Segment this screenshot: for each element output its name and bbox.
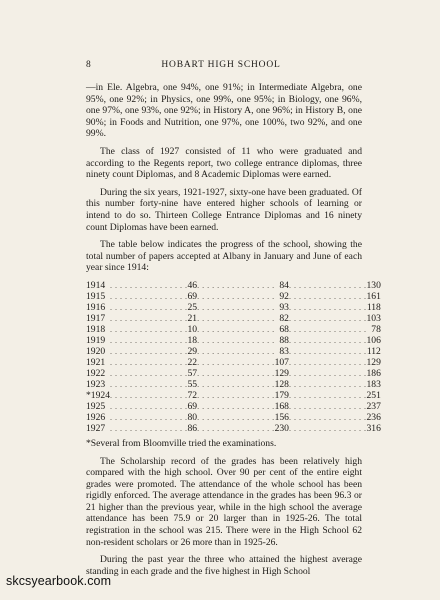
leader-dots: . . . . . . . . . . . . . . . . [197, 401, 275, 411]
total-count: 251 [366, 389, 381, 401]
paragraph-scholarship: The Scholarship record of the grades has been relatively high compared with the high school. Over 90 per cent of the entire eight grades were promoted. The attendance of the whole school has been rigidly enforced. The average attendance in the grades has been 96.3 or 21 higher than the previous year, while in the high school the average attendance has been 75.9 or 20 larger than in 1925-26. The total registration in the school was 215. There were in the High School 62 non-resident scholars or 26 more than in 1925-26. [86, 455, 362, 548]
leader-dots: . . . . . . . . . . . . . . . . [109, 302, 188, 312]
leader-dots: . . . . . . . . . . . . . . . . [197, 412, 275, 422]
total-count: 183 [366, 378, 381, 390]
year-cell: *1924 [86, 389, 110, 401]
paragraph-past-year: During the past year the three who attained the highest average standing in each grade and the five highest in High School [86, 554, 362, 577]
year-cell: 1917 [86, 312, 106, 324]
january-count: 57 [187, 367, 198, 379]
total-count: 236 [366, 411, 381, 423]
january-count: 80 [187, 411, 198, 423]
june-count: 128 [274, 378, 289, 390]
year-cell: 1923 [86, 378, 106, 390]
leader-dots: . . . . . . . . . . . . . . . . [197, 313, 275, 323]
june-count: 168 [274, 400, 289, 412]
leader-dots: . . . . . . . . . . . . . . . . [288, 390, 367, 400]
table-row [86, 335, 381, 346]
leader-dots: . . . . . . . . . . . . . . . . [197, 357, 275, 367]
leader-dots: . . . . . . . . . . . . . . . . [288, 313, 367, 323]
january-count: 86 [187, 422, 198, 434]
total-count: 78 [371, 323, 381, 335]
total-count: 106 [366, 334, 381, 346]
year-cell: 1921 [86, 356, 106, 368]
papers-accepted-table [86, 280, 381, 434]
year-cell: 1925 [86, 400, 106, 412]
total-count: 112 [366, 345, 381, 357]
leader-dots: . . . . . . . . . . . . . . . . [197, 379, 275, 389]
year-cell: 1916 [86, 301, 106, 313]
leader-dots: . . . . . . . . . . . . . . . . [109, 412, 188, 422]
table-row [86, 401, 381, 412]
leader-dots: . . . . . . . . . . . . . . . . [109, 291, 188, 301]
leader-dots: . . . . . . . . . . . . . . . . [197, 346, 275, 356]
june-count: 88 [279, 334, 289, 346]
leader-dots: . . . . . . . . . . . . . . . . [109, 280, 188, 290]
january-count: 72 [187, 389, 198, 401]
leader-dots: . . . . . . . . . . . . . . . . [197, 423, 275, 433]
january-count: 69 [187, 400, 198, 412]
year-cell: 1927 [86, 422, 106, 434]
leader-dots: . . . . . . . . . . . . . . . . [288, 346, 367, 356]
leader-dots: . . . . . . . . . . . . . . . . [197, 324, 275, 334]
leader-dots: . . . . . . . . . . . . . . . . [109, 335, 188, 345]
year-cell: 1918 [86, 323, 106, 335]
leader-dots: . . . . . . . . . . . . . . . . [109, 346, 188, 356]
page-header [86, 60, 356, 74]
leader-dots: . . . . . . . . . . . . . . . . [109, 423, 188, 433]
leader-dots: . . . . . . . . . . . . . . . . [197, 335, 275, 345]
paragraph-six-years: During the six years, 1921-1927, sixty-one have been graduated. Of this number forty-nine have entered higher schools of learning or intend to do so. Thirteen College Entrance Diplomas and 16 ninety count Diplomas have been earned. [86, 186, 362, 233]
june-count: 92 [279, 290, 289, 302]
paragraph-table-intro: The table below indicates the progress of the school, showing the total number of papers accepted at Albany in January and June of each year since 1914: [86, 239, 362, 274]
leader-dots: . . . . . . . . . . . . . . . . [197, 302, 275, 312]
june-count: 230 [274, 422, 289, 434]
year-cell: 1914 [86, 279, 106, 291]
paragraph-grades-list: —in Ele. Algebra, one 94%, one 91%; in Intermediate Algebra, one 95%, one 92%; in Physics, one 99%, one 95%; in Biology, one 96%, one 97%, one 93%, one 92%; in History A, one 96%; in History B, one 90%; in Foods and Nutrition, one 97%, one 100%, two 92%, and one 99%. [86, 82, 362, 140]
table-row [86, 291, 381, 302]
leader-dots: . . . . . . . . . . . . . . . . [288, 412, 367, 422]
leader-dots: . . . . . . . . . . . . . . . . [109, 401, 188, 411]
table-footnote: *Several from Bloomville tried the examinations. [86, 437, 277, 449]
leader-dots: . . . . . . . . . . . . . . . . [288, 302, 367, 312]
june-count: 179 [274, 389, 289, 401]
january-count: 18 [187, 334, 198, 346]
leader-dots: . . . . . . . . . . . . . . . . [109, 313, 188, 323]
total-count: 237 [366, 400, 381, 412]
table-row [86, 313, 381, 324]
leader-dots: . . . . . . . . . . . . . . . . [288, 291, 367, 301]
leader-dots: . . . . . . . . . . . . . . . . [197, 390, 275, 400]
page-body [86, 82, 381, 583]
june-count: 82 [279, 312, 289, 324]
june-count: 93 [279, 301, 289, 313]
leader-dots: . . . . . . . . . . . . . . . . [109, 324, 188, 334]
total-count: 130 [366, 279, 381, 291]
total-count: 118 [366, 301, 381, 313]
total-count: 129 [366, 356, 381, 368]
leader-dots: . . . . . . . . . . . . . . . . [288, 368, 367, 378]
year-cell: 1920 [86, 345, 106, 357]
leader-dots: . . . . . . . . . . . . . . . . [109, 390, 188, 400]
leader-dots: . . . . . . . . . . . . . . . . [288, 401, 367, 411]
june-count: 129 [274, 367, 289, 379]
leader-dots: . . . . . . . . . . . . . . . . [288, 280, 367, 290]
june-count: 83 [279, 345, 289, 357]
leader-dots: . . . . . . . . . . . . . . . . [288, 335, 367, 345]
table-row [86, 302, 381, 313]
june-count: 107 [274, 356, 289, 368]
page-number: 8 [86, 60, 92, 70]
january-count: 69 [187, 290, 198, 302]
january-count: 55 [187, 378, 198, 390]
january-count: 21 [187, 312, 198, 324]
total-count: 161 [366, 290, 381, 302]
june-count: 84 [279, 279, 289, 291]
january-count: 25 [187, 301, 198, 313]
january-count: 46 [187, 279, 198, 291]
table-row [86, 412, 381, 423]
table-row [86, 280, 381, 291]
table-row [86, 423, 381, 434]
table-row [86, 324, 381, 335]
leader-dots: . . . . . . . . . . . . . . . . [197, 280, 275, 290]
leader-dots: . . . . . . . . . . . . . . . . [288, 357, 367, 367]
year-cell: 1915 [86, 290, 106, 302]
june-count: 156 [274, 411, 289, 423]
table-row [86, 357, 381, 368]
total-count: 186 [366, 367, 381, 379]
table-row [86, 346, 381, 357]
leader-dots: . . . . . . . . . . . . . . . . [288, 379, 367, 389]
table-row [86, 368, 381, 379]
leader-dots: . . . . . . . . . . . . . . . . [109, 379, 188, 389]
june-count: 68 [279, 323, 289, 335]
total-count: 316 [366, 422, 381, 434]
january-count: 29 [187, 345, 198, 357]
paragraph-class-1927: The class of 1927 consisted of 11 who were graduated and according to the Regents report, two college entrance diplomas, three ninety count Diplomas, and 8 Academic Diplomas were earned. [86, 145, 362, 181]
leader-dots: . . . . . . . . . . . . . . . . [288, 423, 367, 433]
leader-dots: . . . . . . . . . . . . . . . . [197, 368, 275, 378]
leader-dots: . . . . . . . . . . . . . . . . [109, 357, 188, 367]
year-cell: 1922 [86, 367, 106, 379]
leader-dots: . . . . . . . . . . . . . . . . [197, 291, 275, 301]
year-cell: 1926 [86, 411, 106, 423]
site-watermark: skcsyearbook.com [6, 574, 112, 588]
table-row [86, 379, 381, 390]
leader-dots: . . . . . . . . . . . . . . . . [288, 324, 367, 334]
total-count: 103 [366, 312, 381, 324]
table-row [86, 390, 381, 401]
running-title: HOBART HIGH SCHOOL [161, 60, 281, 70]
year-cell: 1919 [86, 334, 106, 346]
leader-dots: . . . . . . . . . . . . . . . . [109, 368, 188, 378]
january-count: 22 [187, 356, 198, 368]
january-count: 10 [187, 323, 198, 335]
